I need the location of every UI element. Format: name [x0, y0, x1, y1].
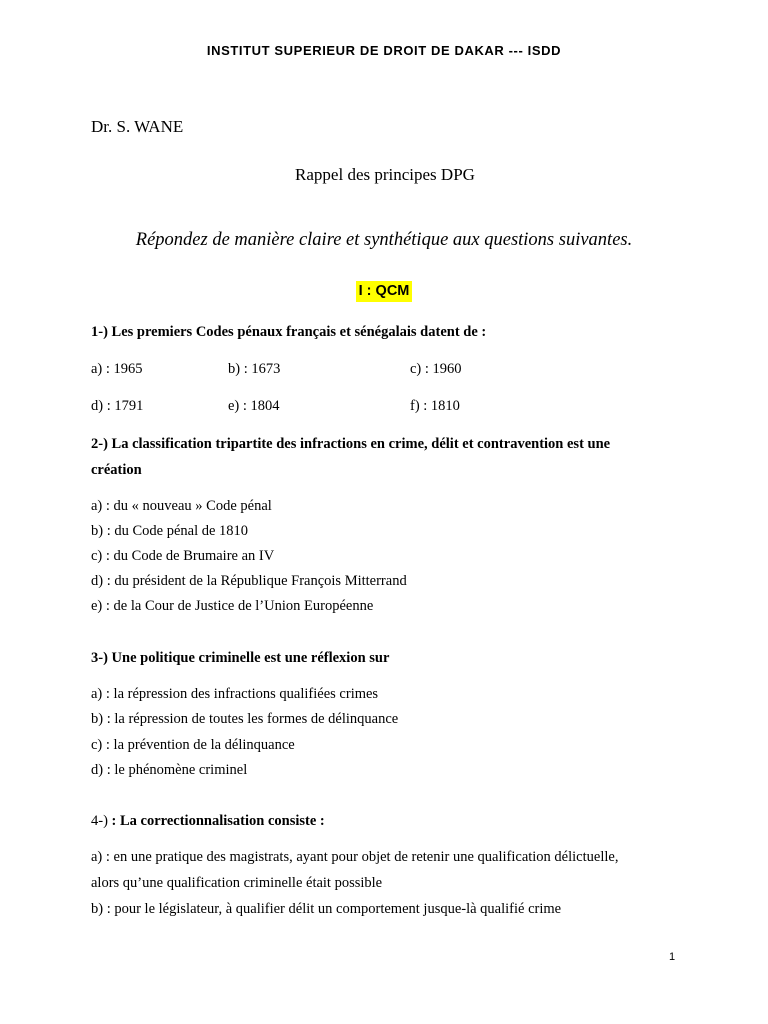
- question-4: [91, 813, 325, 830]
- document-title: Rappel des principes DPG: [295, 165, 475, 184]
- question-4-option-b: b) : pour le législateur, à qualifier délit un comportement jusque-là qualifié crime: [91, 901, 562, 917]
- question-3-option-a: a) : la répression des infractions qualifiées crimes: [91, 686, 379, 702]
- question-2: 2-) La classification tripartite des infractions en crime, délit et contravention est une création: [91, 436, 611, 478]
- page-number: 1: [669, 951, 676, 963]
- question-1-option-d: d) : 1791: [91, 398, 144, 414]
- question-3-option-b: b) : la répression de toutes les formes de délinquance: [91, 711, 399, 727]
- institution-header: INSTITUT SUPERIEUR DE DROIT DE DAKAR --- ISDD: [206, 43, 562, 58]
- question-1-option-e: e) : 1804: [228, 398, 280, 414]
- question-1-option-b: b) : 1673: [228, 361, 281, 377]
- question-1: 1-) Les premiers Codes pénaux français et sénégalais datent de :: [91, 324, 487, 340]
- author-name: Dr. S. WANE: [91, 117, 184, 136]
- question-3: 3-) Une politique criminelle est une réflexion sur: [91, 650, 390, 666]
- question-1-option-f: f) : 1810: [410, 398, 460, 414]
- question-4-option-a-continued: alors qu’une qualification criminelle était possible: [91, 875, 383, 891]
- question-4-number: 4-): [91, 813, 112, 829]
- question-3-option-c: c) : la prévention de la délinquance: [91, 737, 295, 753]
- question-2-option-e: e) : de la Cour de Justice de l’Union Européenne: [91, 598, 374, 614]
- question-2-option-d: d) : du président de la République François Mitterrand: [91, 573, 407, 589]
- section-heading-wrapper: [0, 281, 768, 302]
- question-2-option-a: a) : du « nouveau » Code pénal: [91, 498, 272, 514]
- question-2-option-b: b) : du Code pénal de 1810: [91, 523, 249, 539]
- instruction-text: Répondez de manière claire et synthétique aux questions suivantes.: [135, 230, 633, 250]
- question-4-option-a: a) : en une pratique des magistrats, ayant pour objet de retenir une qualification délictuelle,: [91, 849, 619, 865]
- question-4-text: : La correctionnalisation consiste :: [111, 813, 325, 829]
- section-heading-qcm: I : QCM: [356, 281, 413, 302]
- question-1-option-c: c) : 1960: [410, 361, 462, 377]
- question-1-option-a: a) : 1965: [91, 361, 143, 377]
- question-3-option-d: d) : le phénomène criminel: [91, 762, 248, 778]
- question-2-option-c: c) : du Code de Brumaire an IV: [91, 548, 275, 564]
